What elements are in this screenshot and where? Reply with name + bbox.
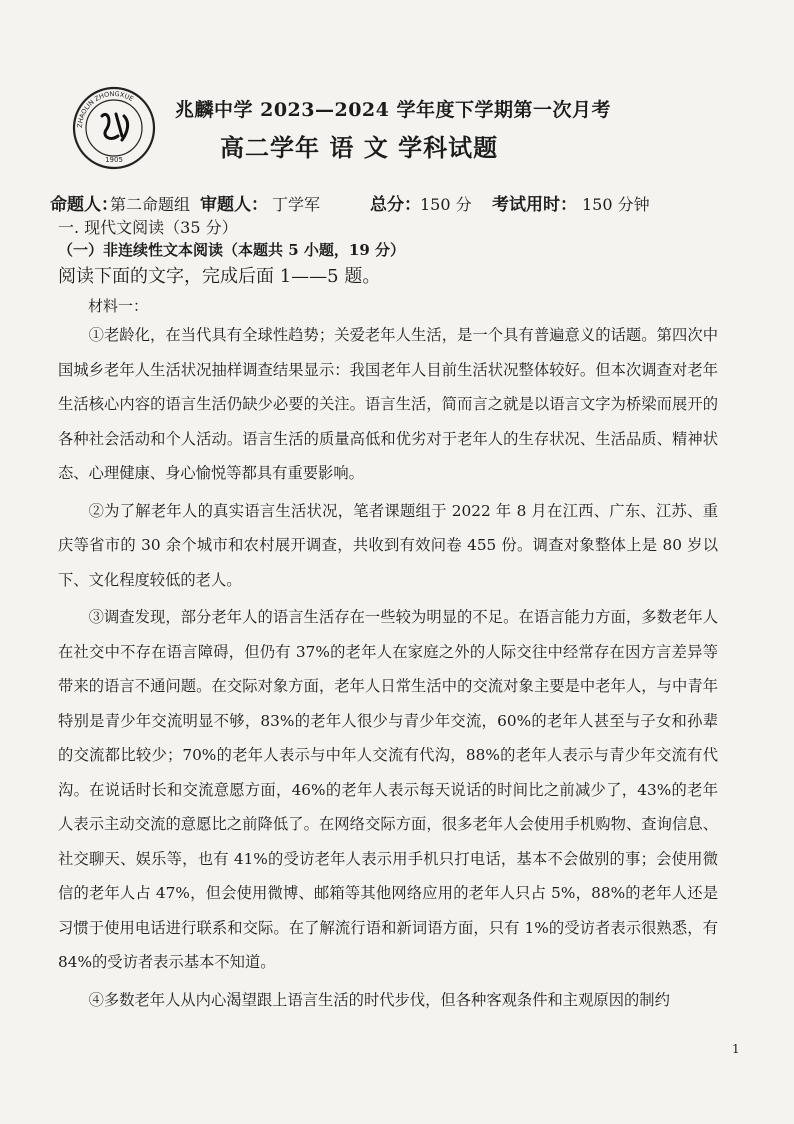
setter-label: 命题人：	[50, 195, 118, 215]
paragraph-4: ④多数老年人从内心渴望跟上语言生活的时代步伐，但各种客观条件和主观原因的制约	[88, 990, 670, 1009]
subject-title: 高二学年 语 文 学科试题	[220, 133, 499, 162]
reading-instruction: 阅读下面的文字，完成后面 1——5 题。	[58, 266, 381, 287]
passage-body	[58, 318, 718, 1020]
logo-year: 1905	[105, 156, 123, 164]
exam-meta-line	[50, 190, 650, 215]
exam-header-title: 兆麟中学 2023—2024 学年度下学期第一次月考	[175, 99, 611, 121]
section-heading: 一. 现代文阅读（35 分）	[58, 218, 238, 237]
score-label: 总分：	[370, 195, 421, 215]
material-label: 材料一：	[88, 297, 149, 315]
paragraph-2: ②为了解老年人的真实语言生活状况，笔者课题组于 2022 年 8 月在江西、广东、江苏、重庆等省市的 30 余个城市和农村展开调查，共收到有效问卷 455 份。调查对象整体上是 80 岁以下、文化程度较低的老人。	[58, 501, 718, 589]
score-value: 150 分	[420, 195, 472, 214]
paragraph-3: ③调查发现，部分老年人的语言生活存在一些较为明显的不足。在语言能力方面，多数老年人在社交中不存在语言障碍，但仍有 37%的老年人在家庭之外的人际交往中经常存在因方言差异等带来的语言不通问题。在交际对象方面，老年人日常生活中的交流对象主要是中老年人，与中青年特别是青少年交流明显不够，83%的老年人很少与青少年交流，60%的老年人甚至与子女和孙辈的交流都比较少；70%的老年人表示与中年人交流有代沟，88%的老年人表示与青少年交流有代沟。在说话时长和交流意愿方面，46%的老年人表示每天说话的时间比之前减少了，43%的老年人表示主动交流的意愿比之前降低了。在网络交际方面，很多老年人会使用手机购物、查询信息、社交聊天、娱乐等，也有 41%的受访老年人表示用手机只打电话，基本不会做别的事；会使用微信的老年人占 47%，但会使用微博、邮箱等其他网络应用的老年人只占 5%，88%的老年人还是习惯于使用电话进行联系和交际。在了解流行语和新词语方面，只有 1%的受访者表示很熟悉，有 84%的受访者表示基本不知道。	[58, 608, 718, 971]
reviewer-label: 审题人：	[200, 195, 268, 215]
logo-ring-text: ZHAOLIN ZHONGXUE	[75, 89, 135, 129]
setter-value: 第二命题组	[110, 195, 191, 214]
time-value: 150 分钟	[582, 195, 650, 214]
page-number: 1	[732, 1042, 740, 1056]
reviewer-value: 丁学军	[272, 195, 321, 214]
school-seal-logo	[72, 86, 156, 170]
time-label: 考试用时：	[492, 195, 577, 215]
subsection-heading: （一）非连续性文本阅读（本题共 5 小题，19 分）	[58, 241, 405, 259]
paragraph-1: ①老龄化，在当代具有全球性趋势；关爱老年人生活，是一个具有普遍意义的话题。第四次中国城乡老年人生活状况抽样调查结果显示：我国老年人目前生活状况整体较好。但本次调查对老年生活核心内容的语言生活仍缺少必要的关注。语言生活，简而言之就是以语言文字为桥梁而展开的各种社会活动和个人活动。语言生活的质量高低和优劣对于老年人的生存状况、生活品质、精神状态、心理健康、身心愉悦等都具有重要影响。	[58, 326, 718, 482]
